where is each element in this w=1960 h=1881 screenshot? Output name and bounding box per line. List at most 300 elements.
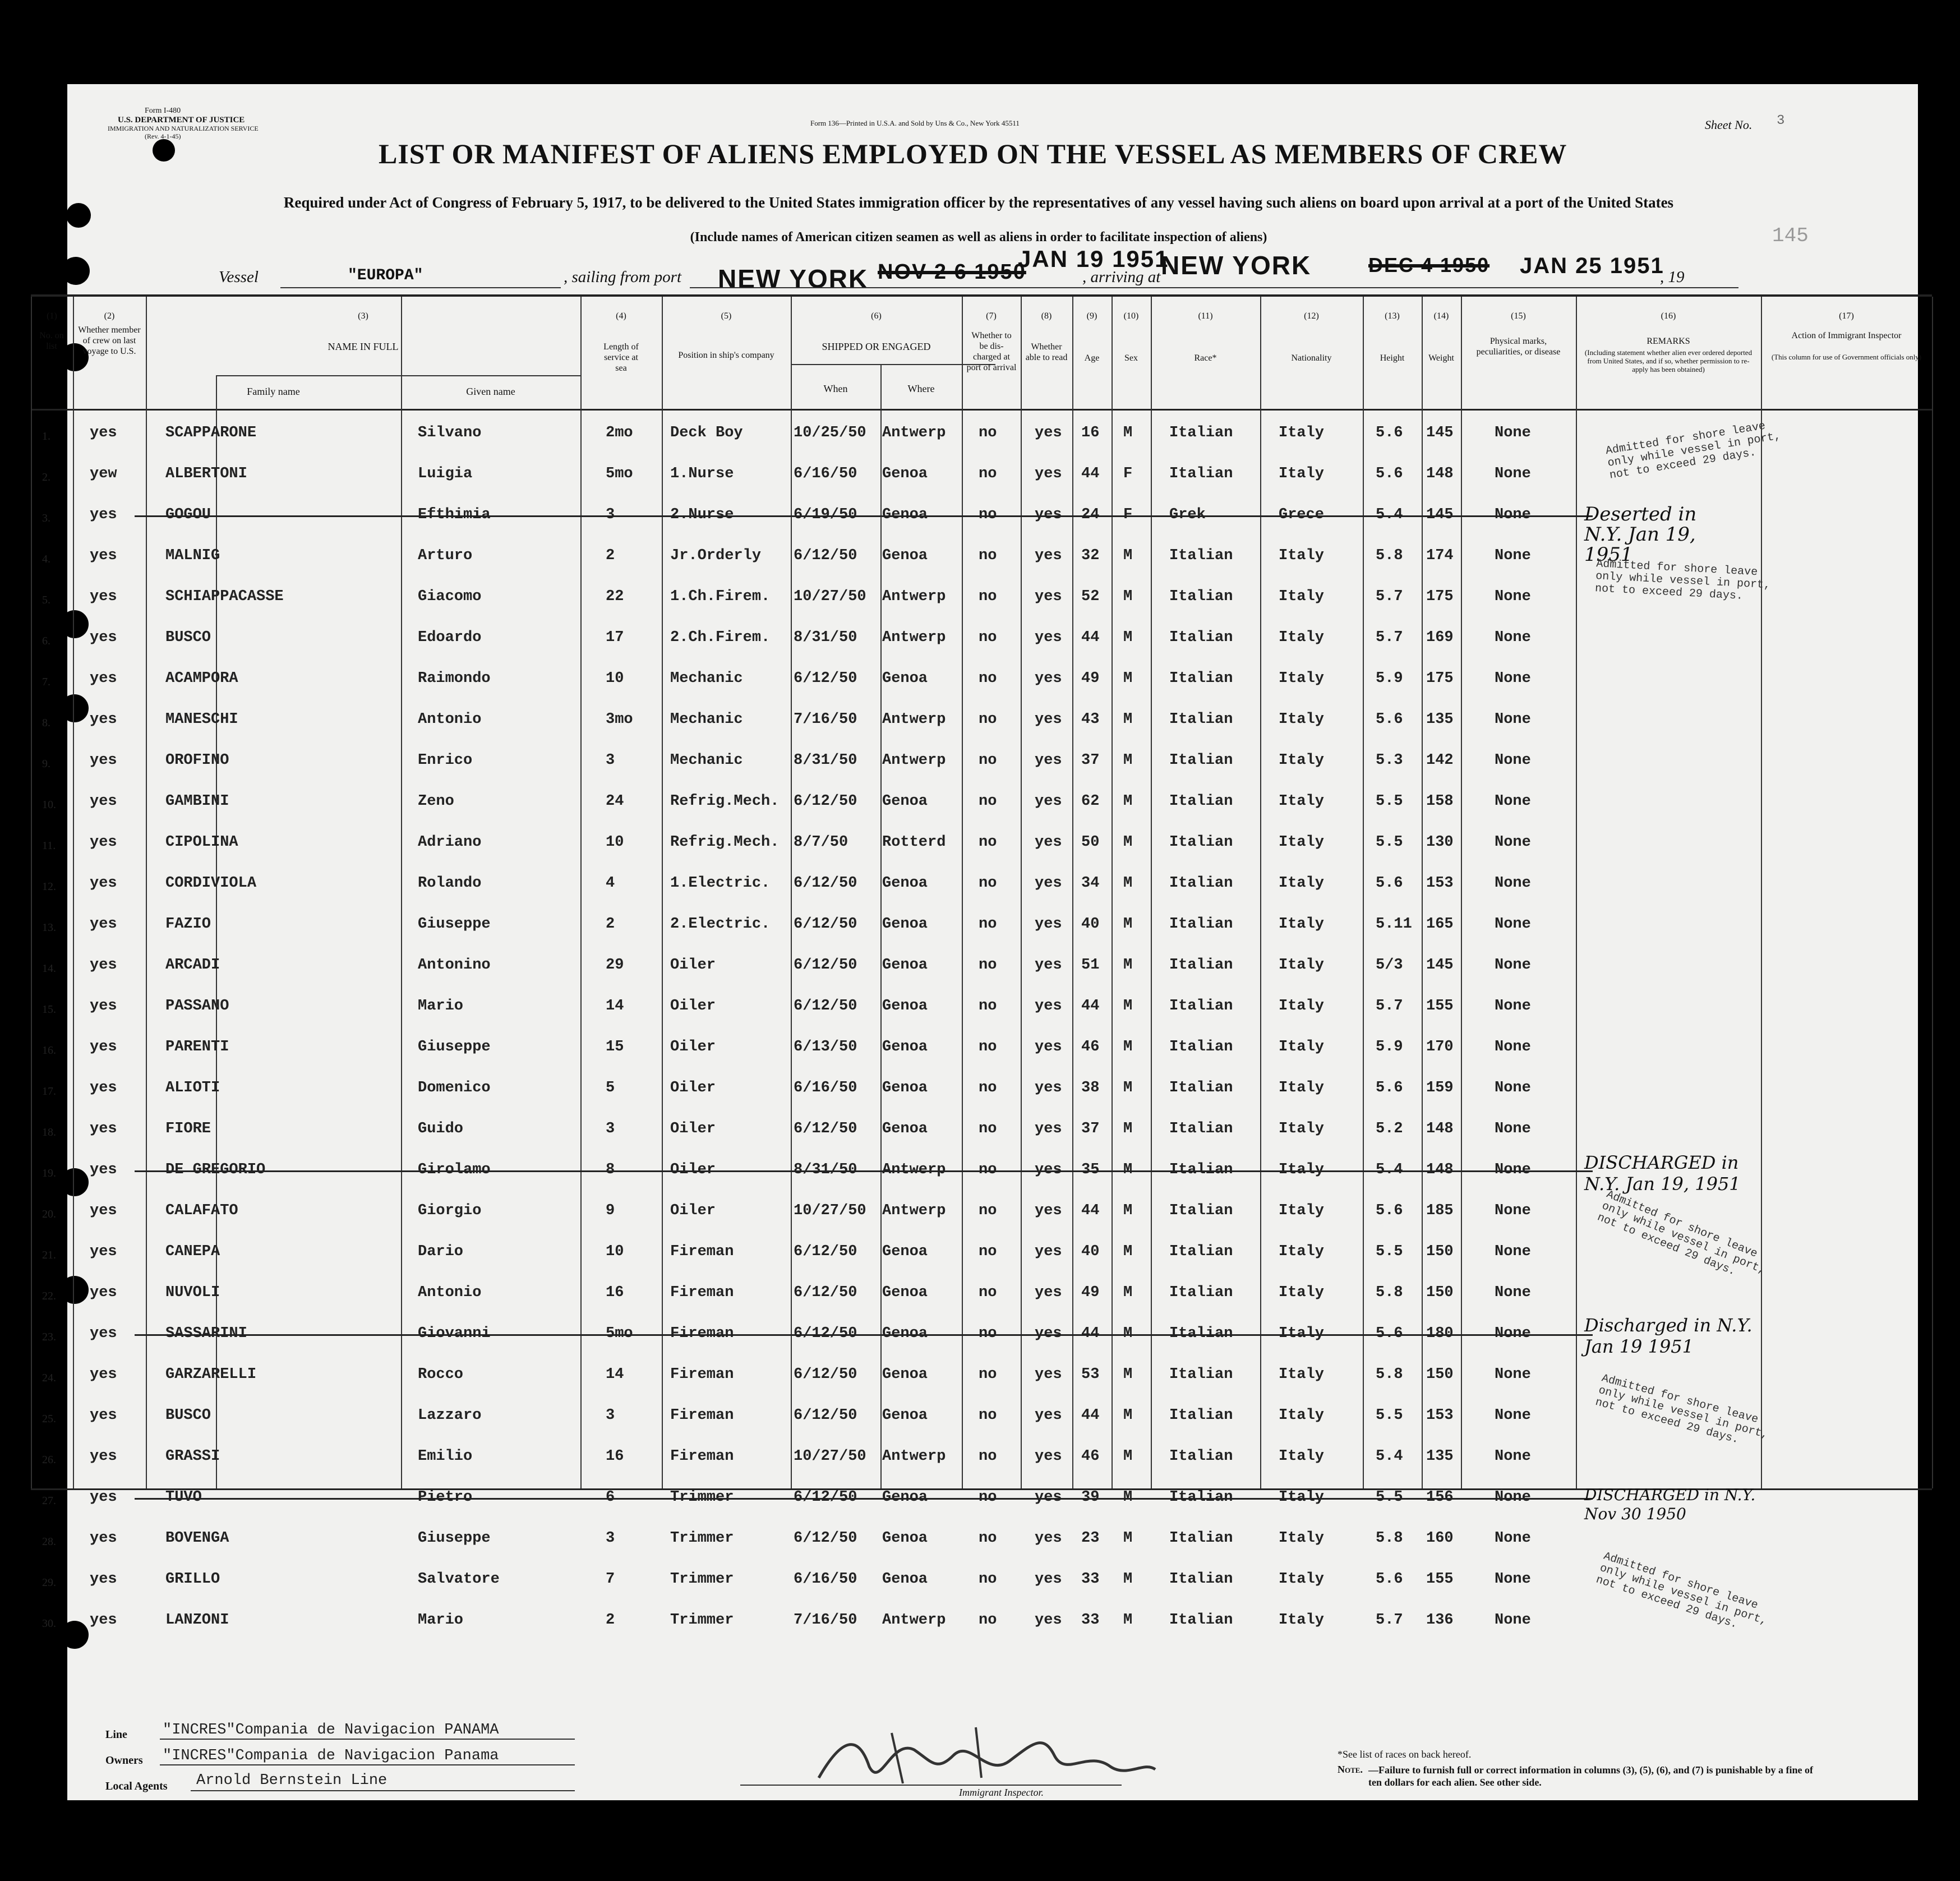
- height: 5.9: [1376, 670, 1403, 687]
- shipped-when: 6/12/50: [794, 1366, 857, 1383]
- col-num-17: (17): [1839, 311, 1854, 321]
- given-name: Emilio: [418, 1448, 473, 1465]
- discharged: no: [979, 1325, 997, 1342]
- prev-voyage: yes: [90, 875, 117, 892]
- row-number: 29.: [42, 1576, 56, 1589]
- sex: M: [1123, 793, 1133, 810]
- physical-marks: None: [1495, 793, 1531, 810]
- given-name: Mario: [418, 998, 464, 1015]
- row-number: 7.: [42, 676, 50, 688]
- discharged: no: [979, 1161, 997, 1178]
- age: 35: [1081, 1161, 1100, 1178]
- prev-voyage: yes: [90, 1284, 117, 1301]
- sex: M: [1123, 834, 1133, 851]
- shipped-where: Genoa: [882, 1325, 928, 1342]
- service-length: 7: [606, 1571, 615, 1588]
- height: 5.11: [1376, 916, 1412, 933]
- position: Oiler: [670, 1121, 716, 1137]
- position: Fireman: [670, 1407, 734, 1424]
- table-row: [31, 1110, 1932, 1151]
- height: 5.5: [1376, 1243, 1403, 1260]
- discharged: no: [979, 1243, 997, 1260]
- able-to-read: yes: [1035, 834, 1062, 851]
- row-number: 6.: [42, 635, 50, 647]
- shipped-when: 8/31/50: [794, 629, 857, 646]
- remark-stamp-3: Admitted for shore leave only while vessel in port, not to exceed 29 days.: [1595, 1188, 1767, 1279]
- col-head-prev-voyage: Whether member of crew on last voyage to U.S.: [78, 325, 141, 356]
- strike-through-line: [135, 515, 1593, 517]
- able-to-read: yes: [1035, 793, 1062, 810]
- col-num-4: (4): [616, 311, 626, 321]
- col-num-13: (13): [1385, 311, 1400, 321]
- family-name: PASSANO: [165, 998, 229, 1015]
- service-length: 3: [606, 752, 615, 769]
- nationality: Italy: [1279, 629, 1325, 646]
- able-to-read: yes: [1035, 875, 1062, 892]
- race: Italian: [1169, 1407, 1233, 1424]
- position: Fireman: [670, 1366, 734, 1383]
- sex: F: [1123, 506, 1133, 523]
- position: Refrig.Mech.: [670, 834, 780, 851]
- position: Fireman: [670, 1448, 734, 1465]
- discharged: no: [979, 1448, 997, 1465]
- sex: M: [1123, 1366, 1133, 1383]
- able-to-read: yes: [1035, 1489, 1062, 1506]
- discharged: no: [979, 1530, 997, 1547]
- col-num-16: (16): [1661, 311, 1676, 321]
- race: Italian: [1169, 425, 1233, 441]
- sheet-label: Sheet No.: [1705, 118, 1753, 132]
- sex: M: [1123, 588, 1133, 605]
- given-name: Lazzaro: [418, 1407, 482, 1424]
- col-head-read: Whether able to read: [1025, 342, 1068, 362]
- age: 34: [1081, 875, 1100, 892]
- age: 32: [1081, 547, 1100, 564]
- family-name: GRILLO: [165, 1571, 220, 1588]
- sheet-number: 3: [1777, 113, 1785, 128]
- discharged: no: [979, 1366, 997, 1383]
- age: 37: [1081, 752, 1100, 769]
- shipped-when: 6/12/50: [794, 875, 857, 892]
- age: 52: [1081, 588, 1100, 605]
- table-row: [31, 660, 1932, 701]
- family-name: SASSARINI: [165, 1325, 247, 1342]
- physical-marks: None: [1495, 670, 1531, 687]
- row-number: 20.: [42, 1208, 56, 1220]
- race: Italian: [1169, 465, 1233, 482]
- col-head-weight: Weight: [1428, 353, 1454, 363]
- discharged: no: [979, 1284, 997, 1301]
- able-to-read: yes: [1035, 1202, 1062, 1219]
- shipped-when: 10/27/50: [794, 588, 866, 605]
- physical-marks: None: [1495, 425, 1531, 441]
- table-row: [31, 865, 1932, 906]
- printer-note: Form 136—Printed in U.S.A. and Sold by Uns & Co., New York 45511: [810, 119, 1020, 127]
- shipped-where: Antwerp: [882, 629, 946, 646]
- height: 5.2: [1376, 1121, 1403, 1137]
- col-num-11: (11): [1198, 311, 1213, 321]
- given-name: Antonio: [418, 711, 482, 728]
- able-to-read: yes: [1035, 1161, 1062, 1178]
- row-number: 22.: [42, 1290, 56, 1302]
- strike-through-line: [135, 1334, 1593, 1336]
- agents-label: Local Agents: [105, 1780, 168, 1792]
- height: 5.3: [1376, 752, 1403, 769]
- shipped-where: Genoa: [882, 875, 928, 892]
- sex: M: [1123, 1284, 1133, 1301]
- nationality: Italy: [1279, 957, 1325, 974]
- shipped-where: Antwerp: [882, 1202, 946, 1219]
- given-name: Luigia: [418, 465, 473, 482]
- given-name: Dario: [418, 1243, 464, 1260]
- service-length: 2: [606, 547, 615, 564]
- shipped-when: 10/27/50: [794, 1202, 866, 1219]
- given-name: Giuseppe: [418, 1039, 491, 1055]
- table-row: [31, 1274, 1932, 1315]
- sailing-label: , sailing from port: [564, 268, 682, 286]
- nationality: Italy: [1279, 1325, 1325, 1342]
- service-length: 3mo: [606, 711, 633, 728]
- remark-stamp-5: Admitted for shore leave only while vessel in port, not to exceed 29 days.: [1594, 1550, 1769, 1631]
- family-name: TUVO: [165, 1489, 202, 1506]
- owners-label: Owners: [105, 1754, 143, 1767]
- position: Mechanic: [670, 711, 743, 728]
- row-number: 23.: [42, 1331, 56, 1343]
- row-number: 10.: [42, 799, 56, 811]
- race: Italian: [1169, 1325, 1233, 1342]
- family-name: OROFINO: [165, 752, 229, 769]
- sex: M: [1123, 1407, 1133, 1424]
- discharged: no: [979, 957, 997, 974]
- able-to-read: yes: [1035, 752, 1062, 769]
- able-to-read: yes: [1035, 1612, 1062, 1629]
- col-head-where: Where: [907, 383, 935, 394]
- col-head-sex: Sex: [1124, 353, 1138, 363]
- shipped-when: 6/12/50: [794, 916, 857, 933]
- arrive-date: JAN 25 1951: [1520, 253, 1664, 278]
- discharged: no: [979, 425, 997, 441]
- row-number: 1.: [42, 430, 50, 442]
- height: 5.6: [1376, 425, 1403, 441]
- shipped-when: 6/13/50: [794, 1039, 857, 1055]
- sail-date: JAN 19 1951: [1018, 246, 1169, 272]
- nationality: Italy: [1279, 1284, 1325, 1301]
- row-number: 12.: [42, 880, 56, 893]
- punch-hole: [66, 203, 91, 228]
- remark-discharged-23: Discharged in N.Y. Jan 19 1951: [1584, 1315, 1753, 1357]
- service-length: 3: [606, 1530, 615, 1547]
- position: 1.Electric.: [670, 875, 771, 892]
- sex: M: [1123, 1243, 1133, 1260]
- shipped-where: Antwerp: [882, 425, 946, 441]
- race: Italian: [1169, 670, 1233, 687]
- age: 46: [1081, 1448, 1100, 1465]
- discharged: no: [979, 793, 997, 810]
- prev-voyage: yes: [90, 711, 117, 728]
- position: Jr.Orderly: [670, 547, 762, 564]
- shipped-where: Genoa: [882, 998, 928, 1015]
- able-to-read: yes: [1035, 1366, 1062, 1383]
- weight: 153: [1426, 1407, 1454, 1424]
- family-name: FAZIO: [165, 916, 211, 933]
- shipped-where: Antwerp: [882, 1161, 946, 1178]
- row-number: 13.: [42, 921, 56, 934]
- table-row: [31, 1520, 1932, 1561]
- discharged: no: [979, 1121, 997, 1137]
- service-length: 2: [606, 916, 615, 933]
- sex: M: [1123, 1161, 1133, 1178]
- race: Italian: [1169, 629, 1233, 646]
- able-to-read: yes: [1035, 1407, 1062, 1424]
- shipped-when: 10/25/50: [794, 425, 866, 441]
- able-to-read: yes: [1035, 1039, 1062, 1055]
- discharged: no: [979, 1571, 997, 1588]
- age: 39: [1081, 1489, 1100, 1506]
- row-number: 21.: [42, 1249, 56, 1261]
- shipped-when: 6/12/50: [794, 1489, 857, 1506]
- year-suffix: , 19: [1660, 268, 1685, 286]
- prev-voyage: yes: [90, 1448, 117, 1465]
- weight: 136: [1426, 1612, 1454, 1629]
- race: Italian: [1169, 1243, 1233, 1260]
- nationality: Italy: [1279, 670, 1325, 687]
- physical-marks: None: [1495, 1612, 1531, 1629]
- physical-marks: None: [1495, 1571, 1531, 1588]
- able-to-read: yes: [1035, 629, 1062, 646]
- sex: M: [1123, 670, 1133, 687]
- row-number: 8.: [42, 717, 50, 729]
- weight: 142: [1426, 752, 1454, 769]
- position: 2.Ch.Firem.: [670, 629, 771, 646]
- given-name: Efthimia: [418, 506, 491, 523]
- weight: 158: [1426, 793, 1454, 810]
- prev-voyage: yes: [90, 1530, 117, 1547]
- sex: M: [1123, 875, 1133, 892]
- shipped-when: 6/16/50: [794, 1571, 857, 1588]
- row-number: 16.: [42, 1044, 56, 1057]
- family-name: ARCADI: [165, 957, 220, 974]
- given-name: Antonino: [418, 957, 491, 974]
- from-port: NEW YORK: [718, 264, 869, 293]
- physical-marks: None: [1495, 1284, 1531, 1301]
- service-length: 4: [606, 875, 615, 892]
- col-num-15: (15): [1511, 311, 1526, 321]
- given-name: Girolamo: [418, 1161, 491, 1178]
- sex: M: [1123, 916, 1133, 933]
- col-head-remarks: REMARKS: [1647, 336, 1690, 346]
- row-number: 19.: [42, 1167, 56, 1179]
- col-num-5: (5): [721, 311, 732, 321]
- given-name: Mario: [418, 1612, 464, 1629]
- weight: 169: [1426, 629, 1454, 646]
- sex: M: [1123, 998, 1133, 1015]
- prev-voyage: yes: [90, 1325, 117, 1342]
- race: Italian: [1169, 998, 1233, 1015]
- shipped-when: 6/12/50: [794, 1325, 857, 1342]
- shipped-where: Genoa: [882, 1489, 928, 1506]
- row-number: 26.: [42, 1454, 56, 1466]
- family-name: MALNIG: [165, 547, 220, 564]
- line-label: Line: [105, 1728, 127, 1741]
- col-head-given: Given name: [466, 386, 515, 397]
- sex: M: [1123, 1080, 1133, 1096]
- physical-marks: None: [1495, 588, 1531, 605]
- physical-marks: None: [1495, 1202, 1531, 1219]
- prev-voyage: yes: [90, 1121, 117, 1137]
- shipped-when: 7/16/50: [794, 711, 857, 728]
- shipped-where: Antwerp: [882, 588, 946, 605]
- family-name: LANZONI: [165, 1612, 229, 1629]
- prev-voyage: yes: [90, 588, 117, 605]
- age: 33: [1081, 1612, 1100, 1629]
- row-number: 5.: [42, 594, 50, 606]
- physical-marks: None: [1495, 1407, 1531, 1424]
- physical-marks: None: [1495, 998, 1531, 1015]
- col-num-12: (12): [1304, 311, 1319, 321]
- age: 37: [1081, 1121, 1100, 1137]
- weight: 150: [1426, 1366, 1454, 1383]
- physical-marks: None: [1495, 1243, 1531, 1260]
- prev-voyage: yes: [90, 629, 117, 646]
- position: 1.Ch.Firem.: [670, 588, 771, 605]
- shipped-where: Antwerp: [882, 1612, 946, 1629]
- service-length: 17: [606, 629, 624, 646]
- race: Italian: [1169, 957, 1233, 974]
- race: Italian: [1169, 834, 1233, 851]
- height: 5.6: [1376, 711, 1403, 728]
- shipped-where: Antwerp: [882, 1448, 946, 1465]
- age: 53: [1081, 1366, 1100, 1383]
- punch-hole: [62, 257, 90, 285]
- height: 5.7: [1376, 998, 1403, 1015]
- able-to-read: yes: [1035, 1571, 1062, 1588]
- family-name: GAMBINI: [165, 793, 229, 810]
- nationality: Italy: [1279, 1039, 1325, 1055]
- shipped-where: Genoa: [882, 670, 928, 687]
- remark-discharged-27: DISCHARGED in N.Y. Nov 30 1950: [1584, 1486, 1756, 1523]
- able-to-read: yes: [1035, 1325, 1062, 1342]
- physical-marks: None: [1495, 1121, 1531, 1137]
- able-to-read: yes: [1035, 506, 1062, 523]
- shipped-where: Antwerp: [882, 711, 946, 728]
- service-length: 10: [606, 670, 624, 687]
- height: 5.5: [1376, 834, 1403, 851]
- able-to-read: yes: [1035, 465, 1062, 482]
- nationality: Italy: [1279, 425, 1325, 441]
- prev-voyage: yes: [90, 1366, 117, 1383]
- discharged: no: [979, 1489, 997, 1506]
- age: 33: [1081, 1571, 1100, 1588]
- age: 62: [1081, 793, 1100, 810]
- physical-marks: None: [1495, 875, 1531, 892]
- nationality: Italy: [1279, 1202, 1325, 1219]
- discharged: no: [979, 916, 997, 933]
- height: 5.6: [1376, 1571, 1403, 1588]
- sex: M: [1123, 547, 1133, 564]
- height: 5.6: [1376, 1080, 1403, 1096]
- weight: 145: [1426, 506, 1454, 523]
- inspector-signature: [808, 1716, 1166, 1795]
- prev-voyage: yes: [90, 547, 117, 564]
- nationality: Italy: [1279, 793, 1325, 810]
- col-head-race: Race*: [1194, 353, 1217, 363]
- family-name: BUSCO: [165, 1407, 211, 1424]
- age: 49: [1081, 670, 1100, 687]
- position: Oiler: [670, 1161, 716, 1178]
- line-underline: [160, 1739, 575, 1740]
- table-row: [31, 1438, 1932, 1479]
- service-length: 5mo: [606, 465, 633, 482]
- discharged: no: [979, 711, 997, 728]
- able-to-read: yes: [1035, 957, 1062, 974]
- table-row: [31, 783, 1932, 824]
- col-num-3: (3): [358, 311, 368, 321]
- race: Italian: [1169, 752, 1233, 769]
- physical-marks: None: [1495, 629, 1531, 646]
- able-to-read: yes: [1035, 1284, 1062, 1301]
- shipped-when: 6/12/50: [794, 1243, 857, 1260]
- shipped-when: 8/7/50: [794, 834, 848, 851]
- col-head-age: Age: [1084, 353, 1100, 363]
- note-label: Note.: [1338, 1764, 1363, 1775]
- row-number: 15.: [42, 1003, 56, 1016]
- height: 5.5: [1376, 1407, 1403, 1424]
- family-name: DE GREGORIO: [165, 1161, 266, 1178]
- prev-voyage: yes: [90, 425, 117, 441]
- family-name: CALAFATO: [165, 1202, 238, 1219]
- position: Mechanic: [670, 752, 743, 769]
- shipped-when: 6/12/50: [794, 998, 857, 1015]
- shipped-where: Genoa: [882, 957, 928, 974]
- col-head-service: Length of service at sea: [603, 342, 639, 373]
- header-bottom-rule: [31, 409, 1932, 411]
- sex: F: [1123, 465, 1133, 482]
- service-length: 6: [606, 1489, 615, 1506]
- shipped-when: 6/12/50: [794, 957, 857, 974]
- position: Oiler: [670, 998, 716, 1015]
- service-length: 2: [606, 1612, 615, 1629]
- race: Italian: [1169, 588, 1233, 605]
- service-length: 10: [606, 1243, 624, 1260]
- height: 5.8: [1376, 1284, 1403, 1301]
- position: Trimmer: [670, 1489, 734, 1506]
- given-name: Giuseppe: [418, 916, 491, 933]
- height: 5.6: [1376, 1202, 1403, 1219]
- age: 46: [1081, 1039, 1100, 1055]
- weight: 155: [1426, 998, 1454, 1015]
- table-row: [31, 701, 1932, 742]
- department: U.S. DEPARTMENT OF JUSTICE: [118, 116, 245, 125]
- nationality: Italy: [1279, 916, 1325, 933]
- shipped-where: Rotterd: [882, 834, 946, 851]
- physical-marks: None: [1495, 1489, 1531, 1506]
- nationality: Italy: [1279, 1161, 1325, 1178]
- given-name: Giuseppe: [418, 1530, 491, 1547]
- weight: 148: [1426, 1161, 1454, 1178]
- crossed-sail-date: NOV 2 6 1950: [878, 260, 1026, 284]
- height: 5.6: [1376, 1325, 1403, 1342]
- family-name: PARENTI: [165, 1039, 229, 1055]
- given-name: Giacomo: [418, 588, 482, 605]
- given-name: Pietro: [418, 1489, 473, 1506]
- physical-marks: None: [1495, 957, 1531, 974]
- age: 43: [1081, 711, 1100, 728]
- prev-voyage: yes: [90, 670, 117, 687]
- row-number: 25.: [42, 1413, 56, 1425]
- position: Trimmer: [670, 1530, 734, 1547]
- age: 50: [1081, 834, 1100, 851]
- shipped-where: Genoa: [882, 916, 928, 933]
